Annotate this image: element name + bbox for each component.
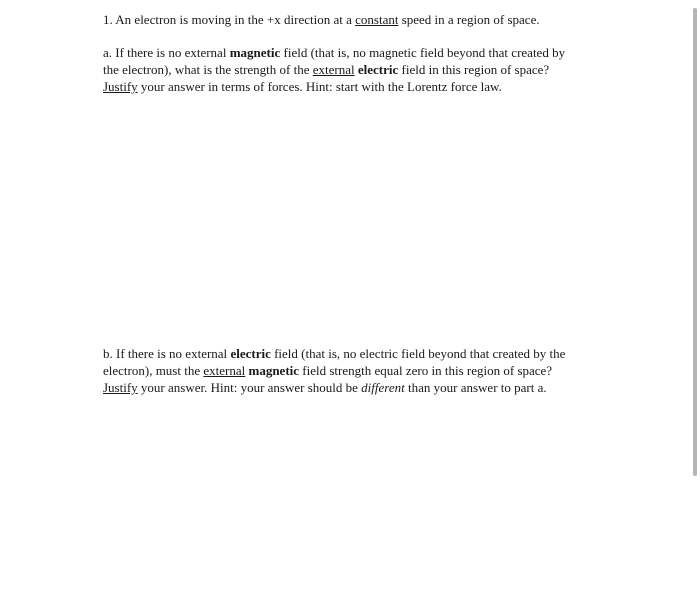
part-b-question	[103, 345, 565, 396]
question-1-line: 1. An electron is moving in the +x direction at a constant speed in a region of space.	[103, 12, 540, 27]
vertical-scrollbar[interactable]	[693, 8, 697, 476]
constant-emphasis: constant	[355, 12, 399, 27]
part-a-line-1: a. If there is no external magnetic field (that is, no magnetic field beyond that created by	[103, 45, 566, 60]
part-a-line-2: the electron), what is the strength of the external electric field in this region of space?	[103, 62, 550, 77]
part-a-line-3: Justify your answer in terms of forces. Hint: start with the Lorentz force law.	[103, 79, 502, 94]
external-emphasis: external	[312, 62, 355, 77]
electric-emphasis: electric	[357, 62, 399, 77]
different-emphasis: different	[361, 380, 405, 395]
part-b-line-1: b. If there is no external electric field (that is, no electric field beyond that created by the	[103, 346, 566, 361]
part-b-line-3: Justify your answer. Hint: your answer should be different than your answer to part a.	[103, 380, 547, 395]
justify-emphasis: Justify	[103, 79, 138, 94]
magnetic-emphasis: magnetic	[229, 45, 281, 60]
external-emphasis: external	[203, 363, 246, 378]
electric-emphasis: electric	[230, 346, 271, 361]
justify-emphasis: Justify	[103, 380, 138, 395]
part-b-line-2: electron), must the external magnetic field strength equal zero in this region of space?	[103, 363, 553, 378]
part-a-question	[103, 44, 565, 95]
magnetic-emphasis: magnetic	[248, 363, 300, 378]
question-1	[103, 11, 540, 28]
